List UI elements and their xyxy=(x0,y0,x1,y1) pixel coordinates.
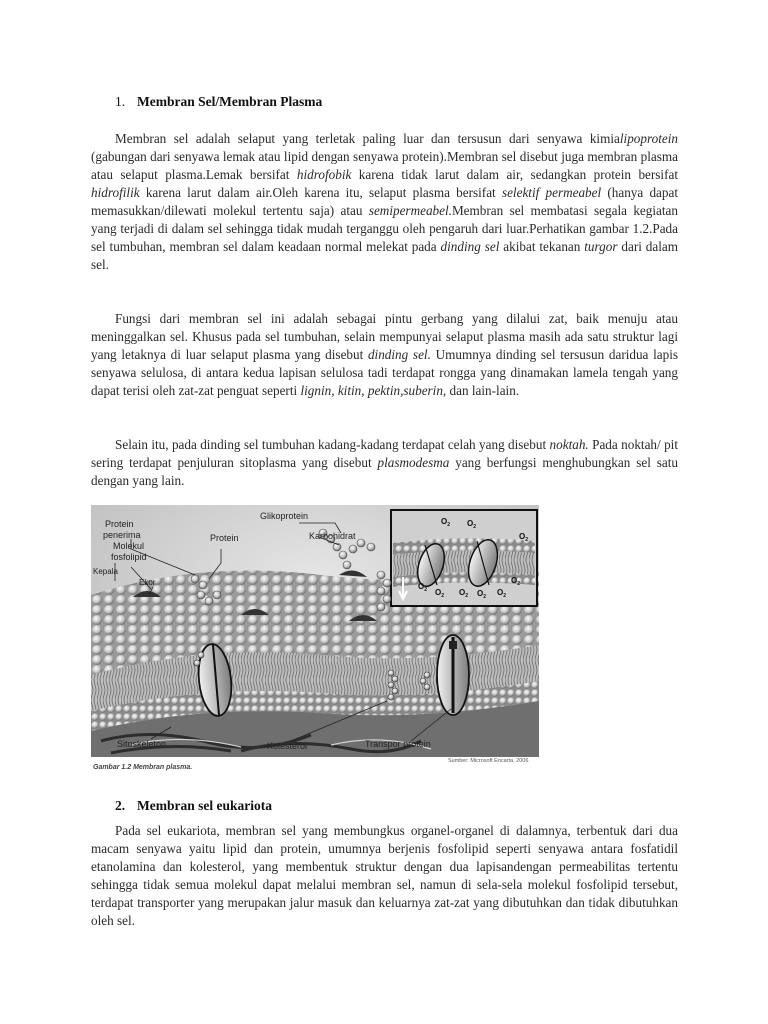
text-run: Selain itu, pada dinding sel tumbuhan kadang-kadang terdapat celah yang disebut xyxy=(115,437,550,452)
term-turgor: turgor xyxy=(584,239,618,254)
label-sitoskeleton: Sitoskeleton xyxy=(117,739,167,749)
text-run: dari dalam sel. xyxy=(91,239,678,272)
text-run: Pada sel eukariota, membran sel yang membungkus organel-organel di dalamnya, terbentuk dari dua macam senyawa yaitu lipid dan protein, umumnya berjenis fosfolipid seperti senyawa antara fosfatidil etanolamina dan kolesterol, yang membentuk struktur dengan dua lapisandengan permeabilitas tertentu sehingga tidak semua molekul dapat melalui membran sel, namun di sela-sela molekul fosfolipid tersebut, terdapat transporter yang merupakan jalur masuk dan keluarnya zat-zat yang dibutuhkan dan tidak dibutuhkan oleh sel. xyxy=(91,823,678,928)
o2-label: $O_2$ xyxy=(519,532,529,543)
section-1-number: 1. xyxy=(115,94,126,109)
text-run: akibat tekanan xyxy=(499,239,585,254)
o2-label: $O_2$ xyxy=(511,576,521,587)
transport-protein xyxy=(437,635,469,715)
o2-label: $O_2$ xyxy=(418,582,428,593)
text-run: (hanya dapat memasukkan/dilewati molekul tertentu saja) atau xyxy=(91,185,679,218)
o2-label: $O_2$ xyxy=(467,519,477,530)
term-semipermeabel: semipermeabel. xyxy=(368,203,452,218)
text-run: karena tidak larut dalam air, sedangkan protein bersifat xyxy=(351,167,678,182)
label-ekor: Ekor xyxy=(139,578,156,587)
o2-label: $O_2$ xyxy=(435,588,445,599)
membrane-illustration xyxy=(91,505,539,757)
figure-caption: Gambar 1.2 Membran plasma. xyxy=(93,764,193,771)
term-lignin-list: lignin, kitin, pektin,suberin, xyxy=(300,383,447,398)
label-kolesterol: Kolesterol xyxy=(267,741,308,751)
label-protein-penerima: penerima xyxy=(103,530,141,540)
paragraph-eukariota xyxy=(91,822,678,930)
section-1-heading xyxy=(115,94,322,110)
term-noktah: noktah. xyxy=(549,437,589,452)
text-run: Membran sel membatasi segala kegiatan yang terjadi di dalam sel sehingga tidak mudah terganggu oleh pengaruh dari luar.Perhatikan gambar 1.2.Pada sel tumbuhan, membran sel dalam keadaan normal melekat pada xyxy=(91,203,678,254)
paragraph-noktah xyxy=(91,436,678,490)
label-karbohidrat: Karbohidrat xyxy=(309,531,356,541)
o2-label: $O_2$ xyxy=(459,588,469,599)
text-run: Fungsi dari membran sel ini adalah sebagai pintu gerbang yang dilalui zat, baik menuju atau meninggalkan sel. Khusus pada sel tumbuhan, selain mempunyai selaput plasma masih ada satu struktur lagi yang letaknya di luar selaput plasma yang disebut xyxy=(91,311,678,362)
text-run: Pada noktah/ pit sering terdapat penjuluran sitoplasma yang disebut xyxy=(91,437,678,470)
label-molekul-fosfolipid: Molekul xyxy=(113,541,145,551)
text-run: Umumnya dinding sel tersusun daridua lapis senyawa selulosa, di antara kedua lapisan selulosa tadi terdapat rongga yang dinamakan lamela tengah yang dapat terisi oleh zat-zat penguat seperti xyxy=(91,347,679,398)
label-kepala: Kepala xyxy=(93,567,118,576)
label-protein: Protein xyxy=(210,533,239,543)
o2-label: $O_2$ xyxy=(497,588,507,599)
term-lipoprotein: lipoprotein xyxy=(619,131,678,146)
text-run: yang berfungsi menghubungkan sel satu dengan yang lain. xyxy=(91,455,678,488)
text-run: dan lain-lain. xyxy=(446,383,520,398)
section-2-number: 2. xyxy=(115,798,126,813)
label-protein-penerima: Protein xyxy=(105,519,134,529)
o2-label: $O_2$ xyxy=(441,517,451,528)
section-1-title: Membran Sel/Membran Plasma xyxy=(137,94,323,109)
term-hidrofobik: hidrofobik xyxy=(296,167,352,182)
paragraph-membran-function xyxy=(91,310,678,400)
term-dinding-sel: dinding sel xyxy=(440,239,500,254)
term-dinding-sel: dinding sel. xyxy=(367,347,431,362)
label-molekul-fosfolipid: fosfolipid xyxy=(111,552,147,562)
label-glikoprotein: Glikoprotein xyxy=(260,511,309,521)
o2-label: $O_2$ xyxy=(477,589,487,600)
text-run: karena larut dalam air.Oleh karena itu, selaput plasma bersifat xyxy=(139,185,502,200)
oxygen-transport-inset xyxy=(391,510,537,606)
label-transpor-protein: Transpor protein xyxy=(365,739,431,749)
section-2-title: Membran sel eukariota xyxy=(137,798,272,813)
text-run: (gabungan dari senyawa lemak atau lipid dengan senyawa protein).Membran sel disebut juga membran plasma atau selaput plasma.Lemak bersifat xyxy=(91,149,678,182)
term-selektif-permeabel: selektif permeabel xyxy=(501,185,602,200)
paragraph-membran-definition xyxy=(91,130,678,274)
figure-source: Sumber: Microsoft Encarta, 2006 xyxy=(448,758,529,764)
term-hidrofilik: hidrofilik xyxy=(91,185,140,200)
term-plasmodesma: plasmodesma xyxy=(377,455,450,470)
text-run: Membran sel adalah selaput yang terletak paling luar dan tersusun dari senyawa kimia xyxy=(115,131,620,146)
section-2-heading xyxy=(115,798,272,814)
